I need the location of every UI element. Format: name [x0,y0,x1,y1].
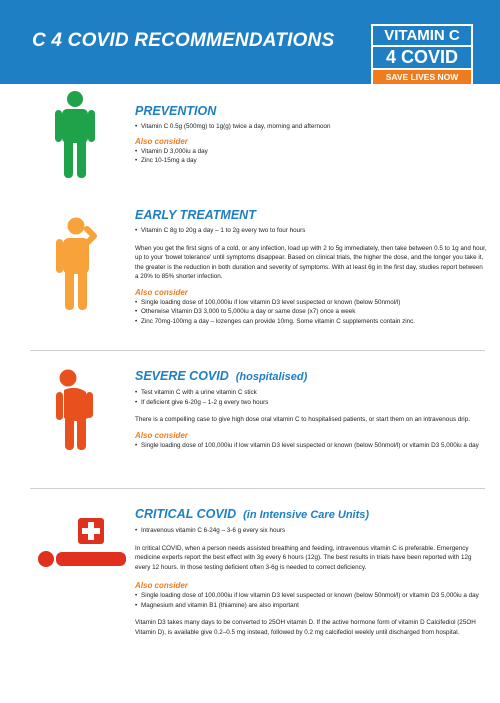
early-treatment-title: EARLY TREATMENT [135,208,256,222]
list-item: • Single loading dose of 100,000iu if low vitamin D3 level suspected or known (below 50nmol/l) or vitamin D3 5,000iu a day [135,441,487,451]
list-item: • Single loading dose of 100,000iu if low vitamin D3 level suspected or known (below 50nmol/l) [135,298,487,308]
critical-covid-title [135,507,487,523]
list-item: • Magnesium and vitamin B1 (thiamine) are also important [135,601,487,611]
also-consider-heading: Also consider [135,581,188,590]
early-treatment-paragraph: When you get the first signs of a cold, or any infection, load up with 2 to 5g immediately, then take between 0.5 to 1g and hour, up to your 'bowel tolerance' until symptoms disappear. Based on clinical trials, the higher the dose, and the longer you take it, the greater is the reduction in both duration and severity of symptoms. With at least 6g in the first day, studies report between a 20% to 85% shorter infection. [135,244,487,280]
prevention-section [135,104,487,166]
also-consider-heading: Also consider [135,287,188,297]
list-item: • Vitamin D 3,000iu a day [135,147,487,157]
section-divider [30,350,485,351]
list-item: • Test vitamin C with a urine vitamin C stick [135,388,487,398]
vitamin-c-logo [371,24,473,86]
critical-covid-section [135,507,487,637]
critical-covid-subtitle: (in Intensive Care Units) [243,509,370,521]
page-title: C 4 COVID RECOMMENDATIONS [32,30,335,51]
severe-covid-subtitle: (hospitalised) [235,371,308,383]
critical-covid-heading: CRITICAL COVID [135,507,237,521]
list-item: • Zinc 10-15mg a day [135,156,487,166]
section-divider [30,488,485,489]
logo-line-1: VITAMIN C [373,26,471,45]
list-item: • If deficient give 6-20g – 1-2 g every two hours [135,398,487,408]
header-banner [0,0,500,84]
also-consider-heading: Also consider [135,430,188,440]
logo-slogan: SAVE LIVES NOW [373,70,471,84]
also-consider-heading: Also consider [135,136,188,146]
hospital-cross-icon [78,518,104,544]
early-treatment-section [135,208,487,326]
list-item: • Single loading dose of 100,000iu if low vitamin D3 level suspected or known (below 50nmol/l) or vitamin D3 5,000iu a day [135,591,487,601]
coughing-person-icon [54,216,100,312]
severe-covid-paragraph: There is a compelling case to give high dose oral vitamin C to hospitalised patients, or start them on an intravenous drip. [135,416,470,423]
sick-person-icon [52,368,98,452]
severe-covid-heading: SEVERE COVID [135,369,229,383]
list-item: • Otherwise Vitamin D3 3,000 to 5,000iu a day or same dose (x7) once a week [135,307,487,317]
critical-covid-paragraph: In critical COVID, when a person needs assisted breathing and feeding, intravenous vitamin C is preferable. Emergency medicine experts report the best effect with 3g every 6 hours (12g). The best results in trials have been reported with 12g every 12 hours. In those testing deficient often 3-6g is needed to correct deficiency. [135,544,472,571]
severe-covid-section [135,369,487,450]
logo-line-2: 4 COVID [373,47,471,68]
list-item: • Vitamin C 8g to 20g a day – 1 to 2g every two to four hours [135,226,487,236]
list-item: • Vitamin C 0.5g (500mg) to 1g(g) twice a day, morning and afternoon [135,122,487,132]
list-item: • Intravenous vitamin C 6-24g – 3-6 g every six hours [135,526,487,536]
list-item: • Zinc 70mg-100mg a day – lozenges can provide 10mg. Some vitamin C supplements contain zinc. [135,317,487,327]
healthy-person-icon [52,90,98,180]
lying-patient-icon [36,549,128,569]
prevention-title: PREVENTION [135,104,217,118]
vitamin-d-note-paragraph: Vitamin D3 takes many days to be converted to 25OH vitamin D. If the active hormone form of vitamin D Calcifediol (25OH Vitamin D), is available give 0.2–0.5 mg instead, followed by 0.2 mg calcifediol weekly until discharged from hospital. [135,619,476,636]
severe-covid-title [135,369,487,385]
